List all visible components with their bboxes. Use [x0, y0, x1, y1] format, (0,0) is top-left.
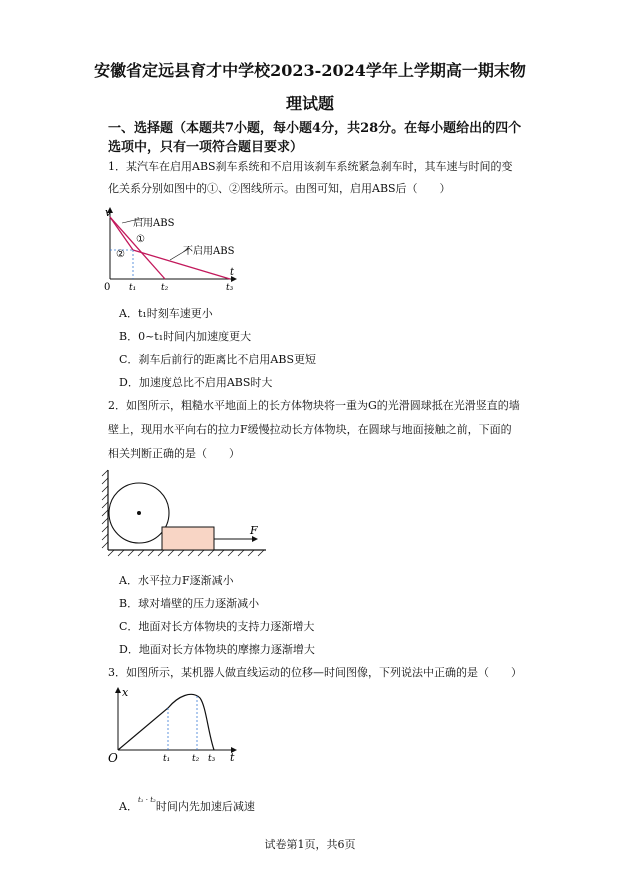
section-heading-line2: 选项中，只有一项符合题目要求） — [108, 140, 304, 155]
page-title-line1: 安徽省定远县育才中学校2023-2024学年上学期高一期末物 — [94, 61, 526, 80]
q1-stem-line1: 1．某汽车在启用ABS刹车系统和不启用该刹车系统紧急刹车时，其车速与时间的变 — [108, 160, 513, 173]
q1-t3-label: t₃ — [226, 283, 234, 293]
q2-wall-ball-block-figure — [100, 466, 270, 562]
q2-ball-center — [137, 511, 141, 515]
q2-option-d: D．地面对长方体物块的摩擦力逐渐增大 — [119, 643, 315, 656]
q3-displacement-time-graph — [100, 684, 240, 766]
q1-t-label: t — [230, 267, 235, 278]
q2-stem-line3: 相关判断正确的是（ ） — [108, 447, 240, 460]
q2-force-label: F — [250, 524, 258, 537]
q1-t1-label: t₁ — [129, 283, 137, 293]
q1-option-a: A．t₁时刻车速更小 — [119, 307, 213, 320]
q1-velocity-time-graph — [100, 202, 240, 294]
q2-option-a: A．水平拉力F逐渐减小 — [119, 574, 234, 587]
q3-t-label: t — [230, 751, 235, 764]
q3-option-a — [119, 798, 255, 814]
q1-abs-on-label: 启用ABS — [133, 218, 175, 229]
q1-stem-line2: 化关系分别如图中的①、②图线所示。由图可知，启用ABS后（ ） — [108, 182, 451, 195]
q3-curve — [118, 694, 214, 750]
q3-option-a-interval: t₁ · t₂ — [137, 796, 156, 804]
q3-t2-label: t₂ — [192, 754, 200, 764]
q3-option-a-text: 时间内先加速后减速 — [155, 800, 255, 813]
q1-option-c: C．刹车后前行的距离比不启用ABS更短 — [119, 353, 316, 366]
q3-origin-label: O — [108, 751, 118, 765]
q1-option-d: D．加速度总比不启用ABS时大 — [119, 376, 273, 389]
q2-stem-line1: 2．如图所示，粗糙水平地面上的长方体物块将一重为G的光滑圆球抵在光滑竖直的墙 — [108, 399, 520, 412]
q1-origin-label: 0 — [104, 282, 111, 293]
q1-abs-off-label: 不启用ABS — [183, 246, 235, 257]
q1-curve-1-label: ① — [136, 234, 145, 245]
q1-option-b: B．0~t₁时间内加速度更大 — [119, 330, 252, 343]
page-footer: 试卷第1页，共6页 — [264, 838, 356, 851]
q2-wall-hatching — [102, 470, 108, 548]
q3-x-label: x — [122, 686, 129, 699]
q3-t1-label: t₁ — [163, 754, 171, 764]
q3-t3-label: t₃ — [208, 754, 216, 764]
q2-option-c: C．地面对长方体物块的支持力逐渐增大 — [119, 620, 315, 633]
q2-ground-hatching — [108, 550, 264, 556]
q1-curve-2-part1 — [110, 217, 133, 250]
q2-block — [162, 527, 214, 550]
q1-curve-2-label: ② — [116, 249, 125, 260]
q1-v-label: v — [105, 206, 112, 219]
section-heading-line1: 一、选择题（本题共7小题，每小题4分，共28分。在每小题给出的四个 — [108, 121, 522, 136]
q1-t2-label: t₂ — [161, 283, 169, 293]
q3-stem-line1: 3．如图所示，某机器人做直线运动的位移—时间图像，下列说法中正确的是（ ） — [108, 666, 522, 679]
page-title-line2: 理试题 — [285, 94, 334, 113]
q2-stem-line2: 壁上，现用水平向右的拉力F缓慢拉动长方体物块，在圆球与地面接触之前，下面的 — [108, 423, 512, 436]
q2-option-b: B．球对墙壁的压力逐渐减小 — [119, 597, 260, 610]
q3-option-a-prefix: A． — [119, 800, 138, 813]
